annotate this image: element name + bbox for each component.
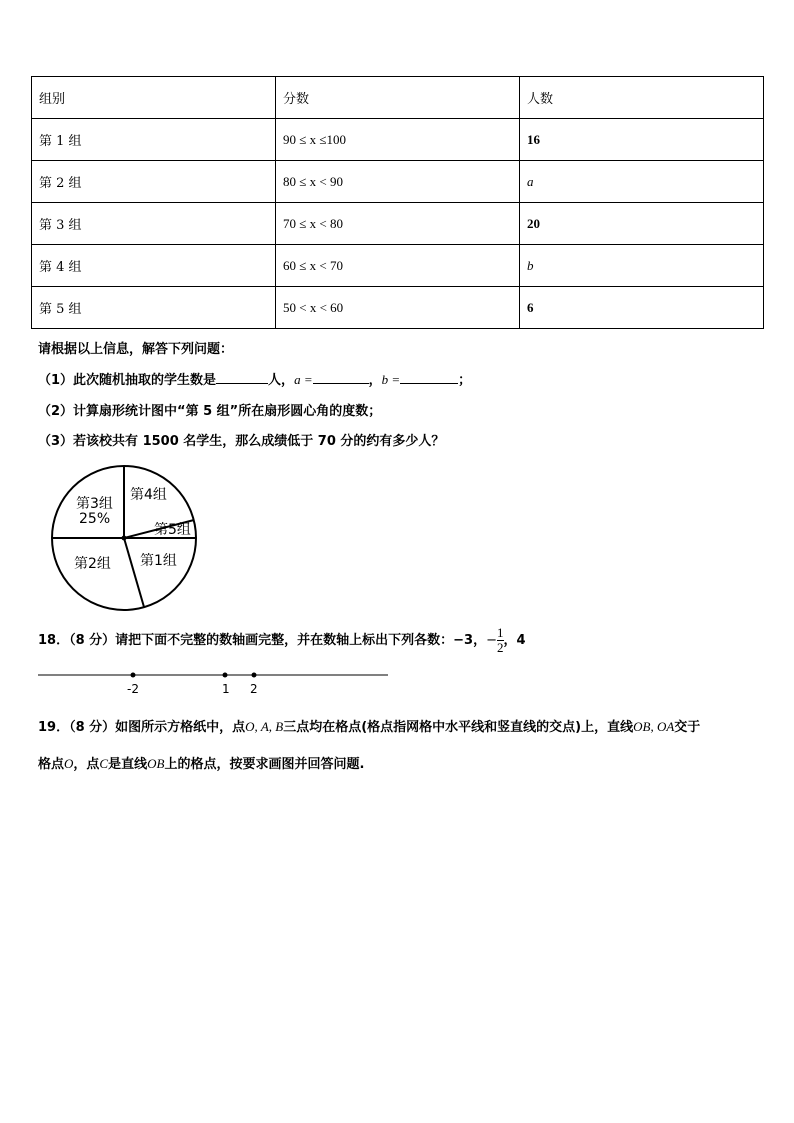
row-group: 第 1 组 <box>32 119 276 161</box>
b-label: b = <box>381 372 401 387</box>
question-3: （3）若该校共有 1500 名学生，那么成绩低于 70 分的约有多少人？ <box>38 434 445 449</box>
question-19-line1 <box>38 716 700 735</box>
frequency-table <box>31 76 764 329</box>
q1-sep: ， <box>368 373 382 388</box>
pie-label-group1: 第1组 <box>140 553 177 569</box>
pie-label-group3: 第3组 <box>76 496 113 512</box>
pie-label-group5: 第5组 <box>154 522 191 538</box>
q19-point-o: O <box>64 756 74 771</box>
row-count: 20 <box>520 203 764 245</box>
q18-prefix: 18．（8 分）请把下面不完整的数轴画完整，并在数轴上标出下列各数：−3， <box>38 633 487 648</box>
pie-center <box>122 536 127 541</box>
question-18 <box>38 626 526 655</box>
table-row <box>32 119 764 161</box>
pie-label-group4: 第4组 <box>130 487 167 503</box>
number-line-point <box>223 673 228 678</box>
q19-points: O, A, B <box>245 719 284 734</box>
q18-suffix: ，4 <box>503 633 526 648</box>
fraction-numerator: 1 <box>497 625 504 640</box>
row-range: 90 ≤ x ≤100 <box>276 119 520 161</box>
header-group: 组别 <box>32 77 276 119</box>
row-count: b <box>520 245 764 287</box>
neg-sign: − <box>486 633 498 648</box>
intro-text: 请根据以上信息，解答下列问题： <box>38 342 234 357</box>
a-label: a = <box>294 372 313 387</box>
row-group: 第 5 组 <box>32 287 276 329</box>
answer-blank-a[interactable] <box>313 371 369 384</box>
q19-text: 上的格点，按要求画图并回答问题. <box>164 757 365 772</box>
header-count: 人数 <box>520 77 764 119</box>
row-group: 第 3 组 <box>32 203 276 245</box>
row-range: 80 ≤ x < 90 <box>276 161 520 203</box>
number-line-point <box>131 673 136 678</box>
question-19-line2 <box>38 753 364 772</box>
tick-label: 1 <box>222 682 230 696</box>
q19-text: 格点 <box>38 757 65 772</box>
table-row <box>32 245 764 287</box>
tick-label: 2 <box>250 682 258 696</box>
table-row <box>32 161 764 203</box>
question-1 <box>38 369 471 388</box>
pie-label-group2: 第2组 <box>74 556 111 572</box>
answer-blank-total[interactable] <box>216 371 268 384</box>
row-group: 第 2 组 <box>32 161 276 203</box>
q19-text: 19．（8 分）如图所示方格纸中，点 <box>38 720 246 735</box>
pie-chart <box>48 462 200 614</box>
row-range: 60 ≤ x < 70 <box>276 245 520 287</box>
table-row <box>32 203 764 245</box>
fraction-denominator: 2 <box>497 640 504 655</box>
row-group: 第 4 组 <box>32 245 276 287</box>
number-line-point <box>252 673 257 678</box>
q19-lines: OB, OA <box>633 719 675 734</box>
row-range: 50 < x < 60 <box>276 287 520 329</box>
table-header-row <box>32 77 764 119</box>
row-count: a <box>520 161 764 203</box>
q1-mid: 人， <box>268 373 295 388</box>
q19-line-ob: OB <box>147 756 165 771</box>
q1-prefix: （1）此次随机抽取的学生数是 <box>38 373 217 388</box>
question-2: （2）计算扇形统计图中“第 5 组”所在扇形圆心角的度数； <box>38 404 382 419</box>
q19-text: 是直线 <box>108 757 148 772</box>
q1-end: ； <box>458 373 472 388</box>
tick-label: -2 <box>127 682 139 696</box>
q19-text: ，点 <box>73 757 100 772</box>
number-line <box>36 666 392 700</box>
header-score: 分数 <box>276 77 520 119</box>
q19-text: 三点均在格点(格点指网格中水平线和竖直线的交点)上，直线 <box>283 720 634 735</box>
q19-point-c: C <box>99 756 109 771</box>
q19-text: 交于 <box>674 720 701 735</box>
row-count: 16 <box>520 119 764 161</box>
table-row <box>32 287 764 329</box>
row-count: 6 <box>520 287 764 329</box>
row-range: 70 ≤ x < 80 <box>276 203 520 245</box>
pie-label-group3-percent: 25% <box>79 511 111 527</box>
answer-blank-b[interactable] <box>400 371 458 384</box>
